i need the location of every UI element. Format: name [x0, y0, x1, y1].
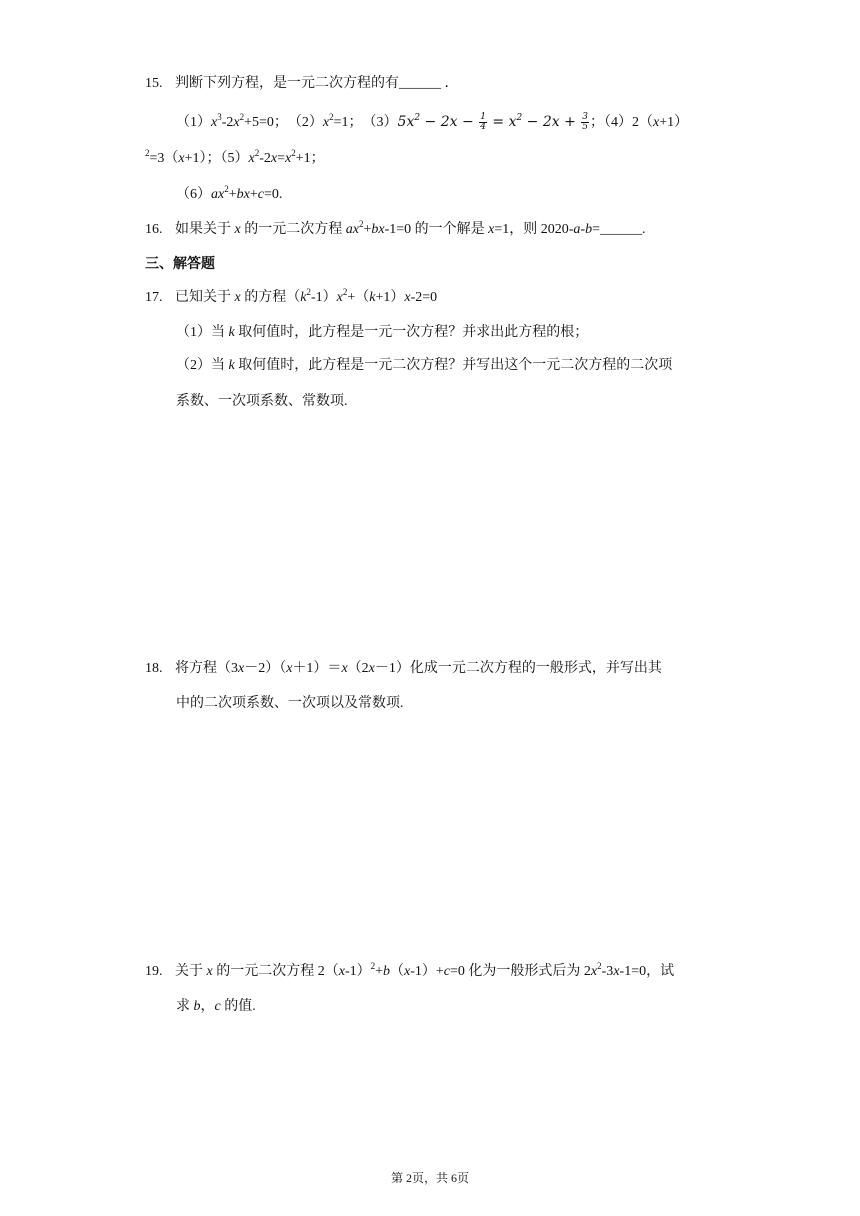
- q15-options-line2: $^2$=3（x+1）；$(5)x^2-2x=x^2+1$；: [145, 148, 325, 166]
- question-18: 18. 将方程（3x－2）（x＋1）＝x（2x－1）化成一元二次方程的一般形式，并写出其: [145, 661, 662, 676]
- question-19: 19. 关于 x 的一元二次方程 $2(x-1)^2+b(x-1)+c=0$ 化为一般形式后为 $2x^2-3x-1=0$，试: [145, 961, 675, 979]
- question-17: 17. 已知关于 x 的方程$(k^2-1)x^2+(k+1)x-2=0$: [145, 287, 438, 305]
- equation-2: $x^2=1$: [322, 112, 349, 130]
- equation-1: $x^3-2x^2+5=0$: [211, 112, 274, 130]
- question-19-continued: 求 b，c 的值.: [176, 999, 256, 1014]
- q15-options-line1: $(1)x^3-2x^2+5=0$； $(2)x^2=1$； $(3)5x^2 - 2x$ − $\frac{1}{4}$ = $x^2 - 2x$ + $\frac{3}{5}$ ；（4）2（x+1）: [176, 111, 689, 132]
- section-title: 三、解答题: [145, 257, 215, 272]
- question-16: 16. 如果关于 x 的一元二次方程 $ax^2+bx-1=0$ 的一个解是 x=1，则 2020-a-b=______.: [145, 219, 646, 237]
- equation-3: $5x^2 - 2x$ − $\frac{1}{4}$ = $x^2 - 2x$ + $\frac{3}{5}$: [397, 111, 589, 132]
- question-number: 15.: [145, 76, 163, 91]
- equation-5: $x^2-2x=x^2+1$；: [248, 148, 325, 166]
- q15-options-line3: $(6)ax^2+bx+c=0$.: [176, 184, 283, 202]
- question-stem: 判断下列方程，是一元二次方程的有______ ．: [175, 76, 459, 91]
- question-15: [145, 74, 459, 94]
- q17-part-2-continued: 系数、一次项系数、常数项.: [176, 394, 348, 409]
- q17-part-1: （1）当 k 取何值时，此方程是一元一次方程？并求出此方程的根；: [176, 325, 589, 340]
- question-18-continued: 中的二次项系数、一次项以及常数项.: [176, 696, 404, 711]
- page-footer: 第 2页，共 6页: [390, 1171, 469, 1185]
- q17-part-2: （2）当 k 取何值时，此方程是一元二次方程？并写出这个一元二次方程的二次项: [176, 358, 673, 373]
- equation-6: $ax^2+bx+c=0$.: [211, 184, 283, 202]
